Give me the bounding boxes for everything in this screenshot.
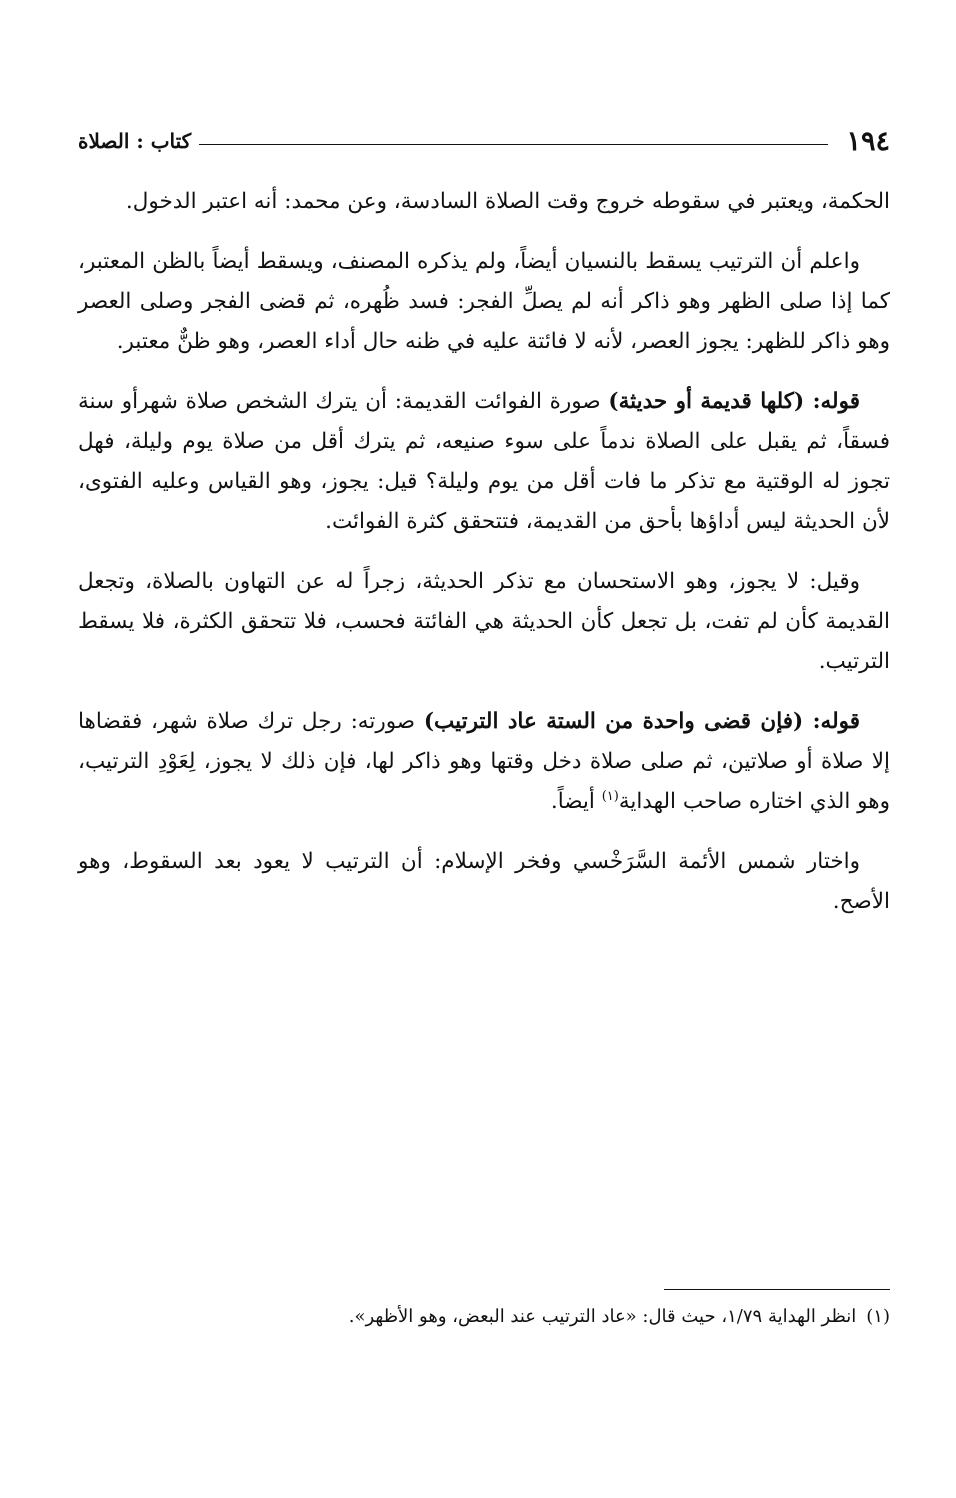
paragraph [78, 382, 890, 542]
paragraph-text: واختار شمس الأئمة السَّرَخْسي وفخر الإسلام: أن الترتيب لا يعود بعد السقوط، وهو الأصح. [78, 849, 890, 914]
footnote [78, 1302, 890, 1332]
paragraph [78, 842, 890, 922]
footnote-text: انظر الهداية ١/٧٩، حيث قال: «عاد الترتيب عند البعض، وهو الأظهر». [348, 1306, 857, 1327]
running-title: كتاب : الصلاة [78, 129, 192, 153]
paragraph-text: وقيل: لا يجوز، وهو الاستحسان مع تذكر الحديثة، زجراً له عن التهاون بالصلاة، وتجعل القديمة كأن لم تفت، بل تجعل كأن الحديثة هي الفائتة فحسب، فلا تتحقق الكثرة، فلا يسقط الترتيب. [78, 569, 890, 674]
quoted-lemma: قوله: (فإن قضى واحدة من الستة عاد الترتيب) [423, 709, 860, 734]
paragraph-tail: أيضاً. [550, 789, 602, 814]
paragraph-text: صورة الفوائت القديمة: أن يترك الشخص صلاة شهرأو سنة فسقاً، ثم يقبل على الصلاة ندماً على سوء صنيعه، ثم يترك أقل من صلاة يوم وليلة، فهل تجوز له الوقتية مع تذكر ما فات أقل من يوم وليلة؟ قيل: يجوز، وهو القياس وعليه الفتوى، لأن الحديثة ليس أداؤها بأحق من القديمة، فتتحقق كثرة الفوائت. [78, 389, 890, 534]
paragraph [78, 562, 890, 682]
page-header [78, 120, 890, 162]
paragraph [78, 182, 890, 222]
footnote-reference[interactable]: (١) [601, 788, 619, 804]
paragraph [78, 242, 890, 362]
paragraph-text: واعلم أن الترتيب يسقط بالنسيان أيضاً، ولم يذكره المصنف، ويسقط أيضاً بالظن المعتبر، كما إذا صلى الظهر وهو ذاكر أنه لم يصلِّ الفجر: فسد ظُهره، ثم قضى الفجر وصلى العصر وهو ذاكر للظهر: يجوز العصر، لأنه لا فائتة عليه في ظنه حال أداء العصر، وهو ظنٌّ معتبر. [78, 249, 890, 354]
page-number: ١٩٤ [846, 125, 890, 157]
main-text [78, 182, 890, 942]
footnote-separator [664, 1289, 890, 1290]
paragraph-text: الحكمة، ويعتبر في سقوطه خروج وقت الصلاة السادسة، وعن محمد: أنه اعتبر الدخول. [125, 189, 890, 214]
header-rule [199, 144, 828, 145]
footnote-marker: (١) [866, 1306, 890, 1327]
quoted-lemma: قوله: (كلها قديمة أو حديثة) [608, 389, 860, 414]
paragraph-text: صورته: رجل ترك صلاة شهر، فقضاها إلا صلاة أو صلاتين، ثم صلى صلاة دخل وقتها وهو ذاكر لها، فإن ذلك لا يجوز، لِعَوْدِ الترتيب، وهو الذي اختاره صاحب الهداية [78, 709, 890, 814]
paragraph [78, 702, 890, 822]
